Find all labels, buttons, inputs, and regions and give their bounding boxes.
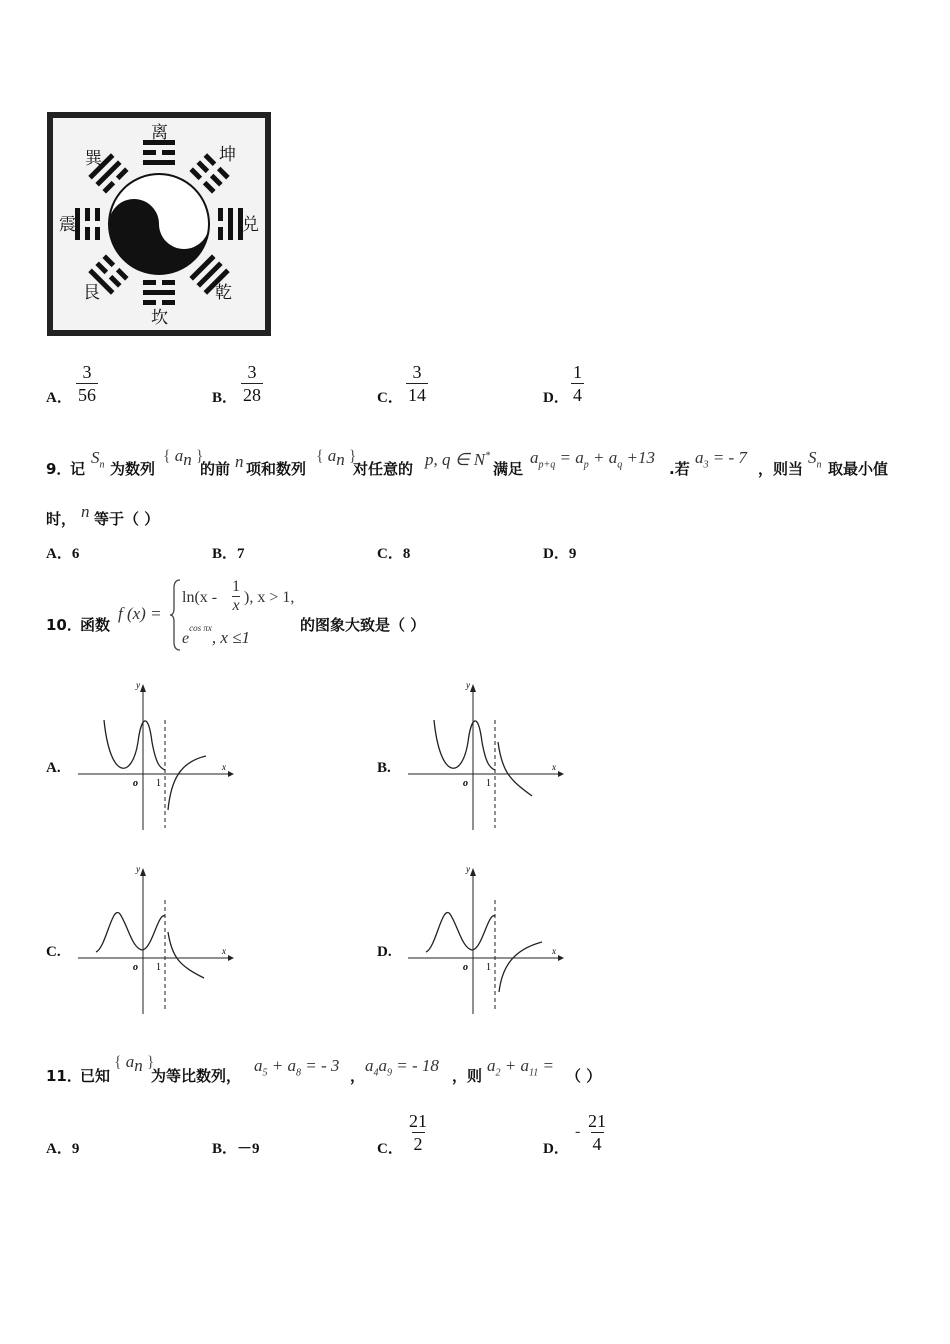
axis-y-label: y [466,864,470,874]
q10-case2: $e^{cos \pi x}$, x ≤1 [182,622,251,647]
q11-option-c[interactable]: C． [377,1141,403,1157]
axis-x-label: x [552,762,556,772]
q10-fx: f (x) = [118,604,162,623]
q10-graph-a [76,680,236,832]
q9-math-an2: { $a_n$ } [316,446,357,470]
axis-y-label: y [466,680,470,690]
q9-math-a3: $a_3$ = - 7 [695,448,747,471]
q9-text: ，则当 [758,460,804,478]
q9-math-pq: p, q ∈ N* [425,450,491,469]
axis-x-label: x [222,946,226,956]
one-label: 1 [486,778,491,789]
q9-text: 满足 [493,460,524,478]
q10-graph-c [76,864,236,1016]
q11-number: 11． [46,1067,82,1085]
q11-text-3: ，则 [452,1067,483,1085]
bagua-image [47,112,271,336]
q9-math-n: n [235,452,244,471]
q10-option-b[interactable]: B. [377,760,391,776]
one-label: 1 [156,778,161,789]
q10-text-2: 的图象大致是（ ） [300,616,426,634]
q11-option-d-frac: $\frac{21}{4}$ [588,1111,606,1154]
q11-option-d[interactable]: D． [543,1141,569,1157]
q10-graph-d [406,864,566,1016]
q11-option-d-neg: - [575,1123,581,1140]
q10-option-c[interactable]: C. [46,944,61,960]
q9-math-S2: $S_n$ [808,448,822,471]
q8-option-d-frac: $\frac{1}{4}$ [573,362,582,405]
q10-text: 函数 [80,616,111,634]
q9-option-c[interactable]: C．8 [377,546,411,562]
q11-text-2: 为等比数列， [151,1067,242,1085]
q9-text: .若 [669,460,690,478]
q10-case1-cond: ), x > 1, [244,589,295,606]
q11-math-an: { $a_n$ } [114,1052,155,1076]
q9-text: 记 [70,460,86,478]
q11-option-c-frac: $\frac{21}{2}$ [409,1111,427,1154]
q9-text: 的前 [200,460,231,478]
q10-option-d[interactable]: D. [377,944,392,960]
q9-text: 项和数列 [246,460,307,478]
q9-option-d[interactable]: D．9 [543,546,577,562]
q8-option-b-frac: $\frac{3}{28}$ [243,362,261,405]
q10-case1-frac: 1 x [232,578,240,614]
origin-label: o [133,962,138,973]
q11-eq3: $a_2 + a_{11}$ = [487,1056,554,1079]
bagua-label-bottom-right: 乾 [215,283,232,303]
q9-text: 时， [46,510,77,528]
q11-option-a[interactable]: A．9 [46,1141,80,1157]
q8-option-a-frac: $\frac{3}{56}$ [78,362,96,405]
q10-brace [170,578,182,652]
origin-label: o [463,778,468,789]
axis-x-label: x [552,946,556,956]
bagua-label-right: 兑 [242,215,259,235]
q11-text-4: （ ） [566,1067,602,1085]
q9-text: 等于（ ） [94,510,160,528]
q8-option-a-label[interactable]: A． [46,390,72,406]
q9-text: 为数列 [110,460,156,478]
bagua-label-bottom-left: 艮 [83,283,100,303]
bagua-label-top-right: 坤 [219,145,236,165]
q10-graph-b [406,680,566,832]
q11-sep: ， [350,1067,366,1085]
axis-y-label: y [136,864,140,874]
q8-option-c-frac: $\frac{3}{14}$ [408,362,426,405]
q9-math-S: $S_n$ [91,448,105,471]
bagua-label-top: 离 [151,123,168,143]
bagua-label-left: 震 [59,215,76,235]
q10-option-a[interactable]: A. [46,760,61,776]
q11-eq2: $a_4a_9$ = - 18 [365,1056,439,1079]
q9-math-relation: $a_{p+q} = a_p + a_q +13$ [530,448,655,471]
one-label: 1 [486,962,491,973]
q9-math-an: { $a_n$ } [163,446,204,470]
q11-text: 已知 [80,1067,111,1085]
q9-math-n2: n [81,502,90,521]
bagua-label-top-left: 巽 [85,149,102,169]
q10-case1: ln(x - [182,589,218,606]
q9-text: 对任意的 [353,460,414,478]
q8-option-d-label[interactable]: D． [543,390,569,406]
q11-option-b[interactable]: B．－9 [212,1141,260,1157]
q10-number: 10． [46,616,82,634]
q9-number: 9． [46,460,72,478]
q8-option-b-label[interactable]: B． [212,390,238,406]
axis-x-label: x [222,762,226,772]
q8-option-c-label[interactable]: C． [377,390,403,406]
q9-option-b[interactable]: B．7 [212,546,245,562]
axis-y-label: y [136,680,140,690]
q9-text: 取最小值 [828,460,889,478]
q11-eq1: $a_5 + a_8$ = - 3 [254,1056,340,1079]
bagua-label-bottom: 坎 [151,308,168,328]
q9-option-a[interactable]: A．6 [46,546,80,562]
one-label: 1 [156,962,161,973]
origin-label: o [463,962,468,973]
origin-label: o [133,778,138,789]
